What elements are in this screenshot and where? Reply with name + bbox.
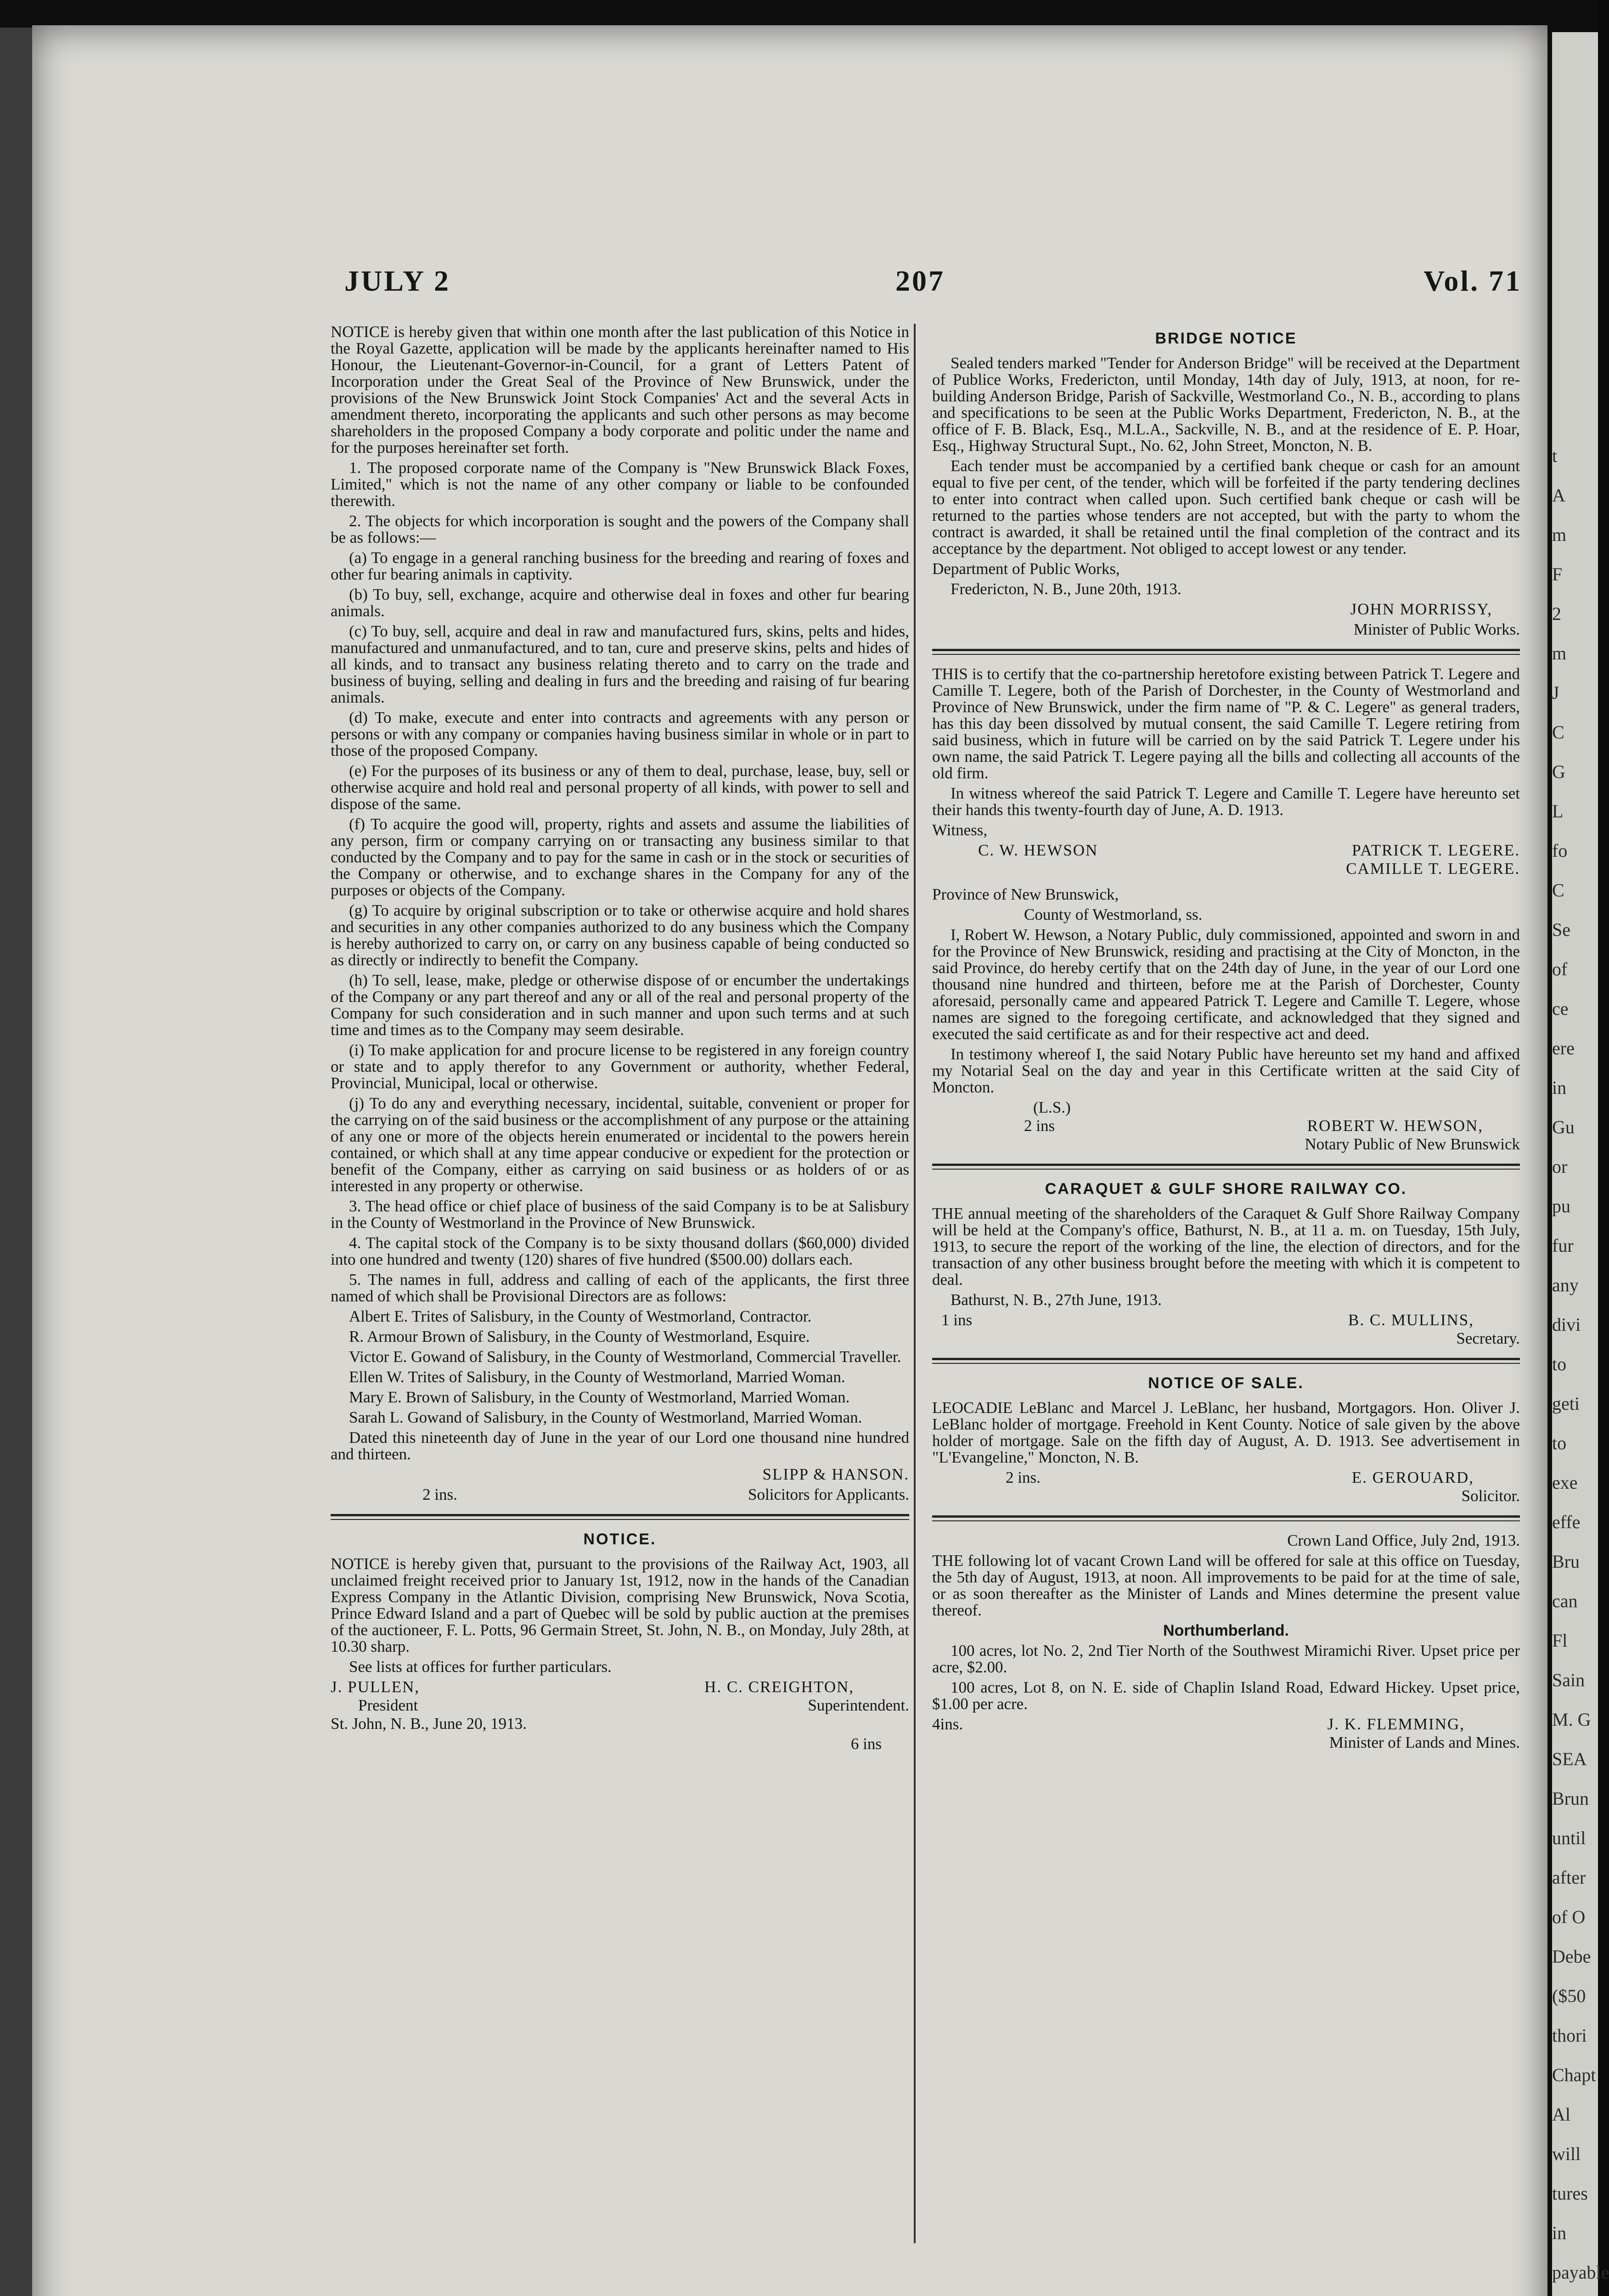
next-page-fragment-line: F: [1552, 564, 1563, 585]
next-page-fragment-line: will: [1552, 2144, 1581, 2164]
railway-meeting: [932, 1181, 1520, 1347]
next-page-fragment-line: L: [1552, 801, 1564, 822]
signer-name: PATRICK T. LEGERE.: [1352, 841, 1520, 859]
notice-body: NOTICE is hereby given that, pursuant to the provisions of the Railway Act, 1903, all unclaimed freight received prior to January 1st, 1912, now in the hands of the Canadian Express Company in the Atlantic Division, comprising New Brunswick, Nova Scotia, Prince Edward Island and a part of Quebec will be sold by public auction at the premises of the auctioneer, F. L. Potts, 96 Germain Street, St. John, N. B., on Monday, July 28th, at 10.30 sharp.: [331, 1555, 909, 1655]
crown-land-notice: [932, 1532, 1520, 1751]
bridge-notice: [932, 330, 1520, 638]
insertions-count: 1 ins: [941, 1311, 973, 1329]
section-rule: [331, 1514, 909, 1520]
next-page-fragment-line: to: [1552, 1433, 1567, 1453]
notice-paragraph: (a) To engage in a general ranching business for the breeding and rearing of foxes and other fur bearing animals in captivity.: [331, 549, 909, 583]
next-page-fragment-line: m: [1552, 524, 1567, 545]
signer-name: JOHN MORRISSY,: [1350, 600, 1492, 618]
notice-see-lists: See lists at offices for further particulars.: [349, 1658, 612, 1676]
signature-row: [932, 1716, 1520, 1733]
next-page-fragment-line: Al: [1552, 2104, 1570, 2125]
signature-row: [331, 1697, 909, 1714]
next-page-fragment-line: geti: [1552, 1393, 1580, 1414]
notice-paragraph: (b) To buy, sell, exchange, acquire and otherwise deal in foxes and other fur bearing animals.: [331, 585, 909, 620]
next-page-fragment-line: effe: [1552, 1512, 1581, 1532]
page-number: 207: [895, 264, 945, 297]
applicant-entry: Victor E. Gowand of Salisbury, in the County of Westmorland, Commercial Traveller.: [349, 1348, 901, 1366]
next-page-fragment-line: divi: [1552, 1314, 1581, 1335]
signer-name: J. K. FLEMMING,: [1327, 1715, 1465, 1733]
next-page-fragment-line: C: [1552, 722, 1564, 743]
notice-paragraph: 5. The names in full, address and calling of each of the applicants, the first three named of which shall be Provisional Directors are as follows:: [331, 1271, 909, 1305]
lot-entry: 100 acres, Lot 8, on N. E. side of Chaplin Island Road, Edward Hickey. Upset price, $1.00 per acre.: [932, 1678, 1520, 1713]
notice-paragraph: 1. The proposed corporate name of the Company is "New Brunswick Black Foxes, Limited," which is not the name of any other company or liable to be confounded therewith.: [331, 459, 909, 510]
next-page-fragment-line: pu: [1552, 1196, 1570, 1216]
notice-paragraph: (j) To do any and everything necessary, incidental, suitable, convenient or proper for the carrying on of the said business or the accomplishment of any purpose or the attaining of any one or more of the objects herein enumerated or incidental to the powers herein contained, or which shall at any time appear conducive or expedient for the protection or benefit of the Company, either as carrying on said business or as holders of or as interested in any property or otherwise.: [331, 1094, 909, 1195]
office-date: Crown Land Office, July 2nd, 1913.: [1287, 1531, 1520, 1549]
notice-title: NOTICE.: [583, 1531, 657, 1548]
signer-title: Minister of Lands and Mines.: [1329, 1733, 1520, 1751]
notice-paragraph: Each tender must be accompanied by a certified bank cheque or cash for an amount equal to five per cent, of the tender, which will be forfeited if the party tendering declines to enter into contract when called upon. Such certified bank cheque or cash will be returned to the parties whose tenders are not accepted, but with the party to whom the contract is awarded, it shall be retained until the final completion of the contract and its acceptance by the department. Not obliged to accept lowest or any tender.: [932, 457, 1520, 557]
seal-mark: (L.S.): [1033, 1098, 1071, 1116]
region-heading: Northumberland.: [1163, 1622, 1289, 1639]
next-page-fragment-line: exe: [1552, 1472, 1578, 1493]
next-page-fragment-line: 2: [1552, 603, 1561, 624]
next-page-fragment-line: after: [1552, 1867, 1586, 1888]
notice-paragraph: (d) To make, execute and enter into contracts and agreements with any person or persons or with any company or companies having business similar in whole or in part to those of the proposed Company.: [331, 709, 909, 760]
notice-black-foxes: [331, 324, 909, 1503]
applicant-entry: Ellen W. Trites of Salisbury, in the County of Westmorland, Married Woman.: [349, 1368, 845, 1386]
column-divider: [914, 324, 916, 2243]
next-page-fragment-line: Chapt: [1552, 2065, 1596, 2085]
signer-name: SLIPP & HANSON.: [762, 1465, 909, 1483]
notice-paragraph: (f) To acquire the good will, property, rights and assets and assume the liabilities of any person, firm or company carrying on or transacting any business similar to that conducted by the Company and to pay for the same in cash or in the stock or securities of the Company or otherwise, and to exchange shares in the Company for any of the purposes or objects of the Company.: [331, 815, 909, 899]
next-page-fragment-line: or: [1552, 1156, 1568, 1177]
notice-paragraph: (e) For the purposes of its business or any of them to deal, purchase, lease, buy, sell or otherwise acquire and hold real and personal property of all kinds, with power to sell and dispose of the same.: [331, 762, 909, 813]
section-rule: [932, 649, 1520, 655]
place-date: Fredericton, N. B., June 20th, 1913.: [951, 580, 1181, 598]
signer-title: Superintendent.: [808, 1696, 909, 1714]
witness-label: Witness,: [932, 821, 988, 839]
next-page-fragment-line: SEA: [1552, 1749, 1587, 1769]
next-page-text: [1552, 445, 1609, 2296]
next-page-fragment-line: to: [1552, 1354, 1567, 1374]
signer-title: Solicitors for Applicants.: [748, 1486, 909, 1503]
notice-body: LEOCADIE LeBlanc and Marcel J. LeBlanc, her husband, Mortgagors. Hon. Oliver J. LeBlanc holder of mortgage. Freehold in Kent County. Notice of sale given by the above holder of mortgage. Sale on the fifth day of August, A. D. 1913. See advertisement in "L'Evangeline," Moncton, N. B.: [932, 1399, 1520, 1466]
header-volume: Vol. 71: [1423, 264, 1522, 297]
signer-name: H. C. CREIGHTON,: [704, 1678, 854, 1696]
applicant-entry: Albert E. Trites of Salisbury, in the County of Westmorland, Contractor.: [349, 1307, 812, 1325]
next-page-fragment-line: payable: [1552, 2262, 1609, 2283]
insertions-count: 4ins.: [932, 1715, 963, 1733]
notary-paragraph: In testimony whereof I, the said Notary Public have hereunto set my hand and affixed my Notarial Seal on the day and year in this Certificate written at the said City of Moncton.: [932, 1045, 1520, 1096]
notice-paragraph: In witness whereof the said Patrick T. Legere and Camille T. Legere have hereunto set their hands this twenty-fourth day of June, A. D. 1913.: [932, 784, 1520, 819]
signature-row: [932, 1118, 1520, 1134]
applicant-entry: Mary E. Brown of Salisbury, in the County of Westmorland, Married Woman.: [349, 1388, 850, 1406]
section-rule: [932, 1515, 1520, 1521]
signer-title: Notary Public of New Brunswick: [1305, 1135, 1520, 1153]
insertions-count: 2 ins.: [1006, 1469, 1041, 1486]
page-header: [32, 264, 1547, 301]
next-page-fragment-line: J: [1552, 682, 1559, 703]
signer-title: Secretary.: [1456, 1329, 1520, 1347]
partnership-notice: [932, 666, 1520, 1153]
insertions-count: 2 ins: [1024, 1117, 1055, 1135]
next-page-fragment-line: Bru: [1552, 1551, 1580, 1572]
signer-title: Minister of Public Works.: [1353, 620, 1520, 638]
notice-paragraph: NOTICE is hereby given that within one month after the last publication of this Notice in the Royal Gazette, application will be made by the applicants hereinafter named to His Honour, the Lieutenant-Governor-in-Council, for a grant of Letters Patent of Incorporation under the Great Seal of the Province of New Brunswick, under the provisions of the New Brunswick Joint Stock Companies' Act and the several Acts in amendment thereto, incorporating the applicants and such other persons as may become shareholders in the proposed Company a body corporate and politic under the name and for the purposes hereinafter set forth.: [331, 323, 909, 456]
next-page-fragment-line: t: [1552, 445, 1558, 466]
signature-row: [932, 1312, 1520, 1328]
next-page-fragment-line: Sain: [1552, 1670, 1585, 1690]
next-page-fragment-line: A: [1552, 485, 1565, 506]
next-page-fragment-line: in: [1552, 1077, 1567, 1098]
section-rule: [932, 1358, 1520, 1364]
next-page-fragment-line: thori: [1552, 2025, 1587, 2046]
next-page-fragment-line: tures: [1552, 2183, 1588, 2204]
gazette-page: [32, 25, 1547, 2296]
header-date: JULY 2: [344, 264, 450, 297]
place-date: St. John, N. B., June 20, 1913.: [331, 1715, 527, 1733]
next-page-fragment-line: C: [1552, 880, 1564, 900]
dated-line: Dated this nineteenth day of June in the year of our Lord one thousand nine hundred and thirteen.: [331, 1429, 909, 1463]
province-line: Province of New Brunswick,: [932, 885, 1119, 903]
notice-paragraph: 3. The head office or chief place of business of the said Company is to be at Salisbury in the County of Westmorland in the Province of New Brunswick.: [331, 1197, 909, 1232]
notice-title: BRIDGE NOTICE: [1155, 330, 1297, 347]
signature-row: [331, 1486, 909, 1503]
signature-row: [932, 1469, 1520, 1486]
applicant-entry: Sarah L. Gowand of Salisbury, in the County of Westmorland, Married Woman.: [349, 1408, 862, 1426]
signer-name: E. GEROUARD,: [1351, 1469, 1474, 1486]
notice-paragraph: (i) To make application for and procure license to be registered in any foreign country or state and to apply therefor to any Government or authority, whether Federal, Provincial, Municipal, local or otherwise.: [331, 1041, 909, 1092]
insertions-count: 6 ins: [850, 1735, 882, 1753]
notice-body: THE annual meeting of the shareholders of the Caraquet & Gulf Shore Railway Company will be held at the Company's office, Bathurst, N. B., at 11 a. m. on Tuesday, 15th July, 1913, to secure the report of the working of the line, the election of directors, and for the transaction of any other business brought before the meeting with which it is competent to deal.: [932, 1204, 1520, 1289]
signer-title: Solicitor.: [1461, 1487, 1520, 1505]
next-page-fragment-line: can: [1552, 1591, 1578, 1611]
notice-paragraph: 4. The capital stock of the Company is to be sixty thousand dollars ($60,000) divided into one hundred and twenty (120) shares of five hundred ($500.00) dollars each.: [331, 1234, 909, 1268]
notice-paragraph: Department of Public Works,: [932, 560, 1120, 578]
right-column: [932, 324, 1520, 2296]
signer-name: ROBERT W. HEWSON,: [1307, 1117, 1483, 1135]
next-page-fragment-line: ce: [1552, 998, 1569, 1019]
next-page-fragment-line: M. G: [1552, 1709, 1591, 1730]
next-page-fragment-line: ($50: [1552, 1986, 1586, 2006]
next-page-fragment-line: ere: [1552, 1038, 1575, 1058]
next-page-fragment-line: fo: [1552, 840, 1568, 861]
next-page-fragment-line: Se: [1552, 919, 1570, 940]
next-page-fragment-line: m: [1552, 643, 1567, 664]
notice-title: CARAQUET & GULF SHORE RAILWAY CO.: [1045, 1180, 1407, 1198]
signature-row: [331, 1679, 909, 1695]
next-page-fragment-line: in: [1552, 2223, 1567, 2243]
notary-paragraph: I, Robert W. Hewson, a Notary Public, duly commissioned, appointed and sworn in and for the Province of New Brunswick, residing and practising at the City of Moncton, in the said Province, do hereby certify that on the 24th day of June, in the year of our Lord one thousand nine hundred and thirteen, before me at the Parish of Dorchester, County aforesaid, personally came and appeared Patrick T. Legere and Camille T. Legere, whose names are signed to the foregoing certificate, and acknowledged that they signed and executed the said certificate as and for their respective act and deed.: [932, 926, 1520, 1043]
notice-paragraph: THIS is to certify that the co-partnership heretofore existing between Patrick T. Legere and Camille T. Legere, both of the Parish of Dorchester, in the County of Westmorland and Province of New Brunswick, under the firm name of "P. & C. Legere" as general traders, has this day been dissolved by mutual consent, the said Camille T. Legere retiring from said business, which in future will be carried on by the said Patrick T. Legere under his own name, the said Patrick T. Legere paying all the bills and collecting all accounts of the old firm.: [932, 665, 1520, 782]
notice-railway: [331, 1531, 909, 1752]
notice-title: NOTICE OF SALE.: [1148, 1374, 1304, 1392]
next-page-fragment-line: of O: [1552, 1907, 1586, 1927]
place-date: Bathurst, N. B., 27th June, 1913.: [951, 1291, 1162, 1309]
notice-paragraph: (h) To sell, lease, make, pledge or otherwise dispose of or encumber the undertakings of the Company or any part thereof and any or all of the real and personal property of the Company for such consideration and in such manner and upon such terms and at such time and times as to the Company may seem desirable.: [331, 971, 909, 1039]
signature-row: [932, 1099, 1520, 1116]
signer-name: J. PULLEN,: [331, 1678, 420, 1696]
next-page-fragment-line: Brun: [1552, 1788, 1589, 1809]
applicant-entry: R. Armour Brown of Salisbury, in the County of Westmorland, Esquire.: [349, 1328, 810, 1345]
section-rule: [932, 1164, 1520, 1170]
next-page-fragment-line: fur: [1552, 1235, 1574, 1256]
signer-title: President: [358, 1696, 418, 1714]
next-page-fragment-line: any: [1552, 1275, 1579, 1295]
notice-paragraph: 2. The objects for which incorporation is sought and the powers of the Company shall be as follows:—: [331, 512, 909, 546]
county-line: County of Westmorland, ss.: [1024, 906, 1203, 923]
next-page-fragment: [1552, 32, 1609, 2296]
lot-entry: 100 acres, lot No. 2, 2nd Tier North of the Southwest Miramichi River. Upset price per acre, $2.00.: [932, 1642, 1520, 1676]
next-page-fragment-line: Gu: [1552, 1117, 1575, 1137]
left-column: [331, 324, 909, 2296]
notice-of-sale: [932, 1375, 1520, 1504]
next-page-fragment-line: until: [1552, 1828, 1586, 1848]
next-page-fragment-line: Fl: [1552, 1630, 1568, 1651]
insertions-count: 2 ins.: [422, 1486, 457, 1503]
signer-name: B. C. MULLINS,: [1348, 1311, 1474, 1329]
next-page-fragment-line: of: [1552, 959, 1568, 979]
notice-body: THE following lot of vacant Crown Land will be offered for sale at this office on Tuesday, the 5th day of August, 1913, at noon. All improvements to be paid for at the time of sale, or as soon thereafter as the Minister of Lands and Mines determine the present value thereof.: [932, 1552, 1520, 1619]
next-page-fragment-line: Debe: [1552, 1946, 1591, 1967]
notice-paragraph: Sealed tenders marked "Tender for Anderson Bridge" will be received at the Department of Publice Works, Fredericton, until Monday, 14th day of July, 1913, at noon, for re-building Anderson Bridge, Parish of Sackville, Westmorland Co., N. B., according to plans and specifications to be seen at the Public Works Department, Fredericton, N. B., at the office of F. B. Black, Esq., M.L.A., Sackville, N. B., and at the residence of E. P. Hoar, Esq., Highway Structural Supt., No. 62, John Street, Moncton, N. B.: [932, 354, 1520, 455]
next-page-fragment-line: G: [1552, 761, 1565, 782]
notice-paragraph: (c) To buy, sell, acquire and deal in raw and manufactured furs, skins, pelts and hides, manufactured and unmanufactured, and to tan, cure and preserve skins, pelts and hides of all kinds, and to transact any business relating thereto and to carry on the trade and business of buying, selling and dealing in furs and the breeding and raising of fur bearing animals.: [331, 622, 909, 706]
signature-row: [932, 842, 1520, 859]
signer-name: CAMILLE T. LEGERE.: [1346, 860, 1520, 878]
witness-name: C. W. HEWSON: [978, 841, 1098, 859]
binding-edge: [0, 28, 32, 2296]
notice-paragraph: (g) To acquire by original subscription or to take or otherwise acquire and hold shares and securities in any other companies authorized to do any business which the Company is hereby authorized to carry on, or carry on any business capable of being conducted so as directly or indirectly to benefit the Company.: [331, 901, 909, 969]
